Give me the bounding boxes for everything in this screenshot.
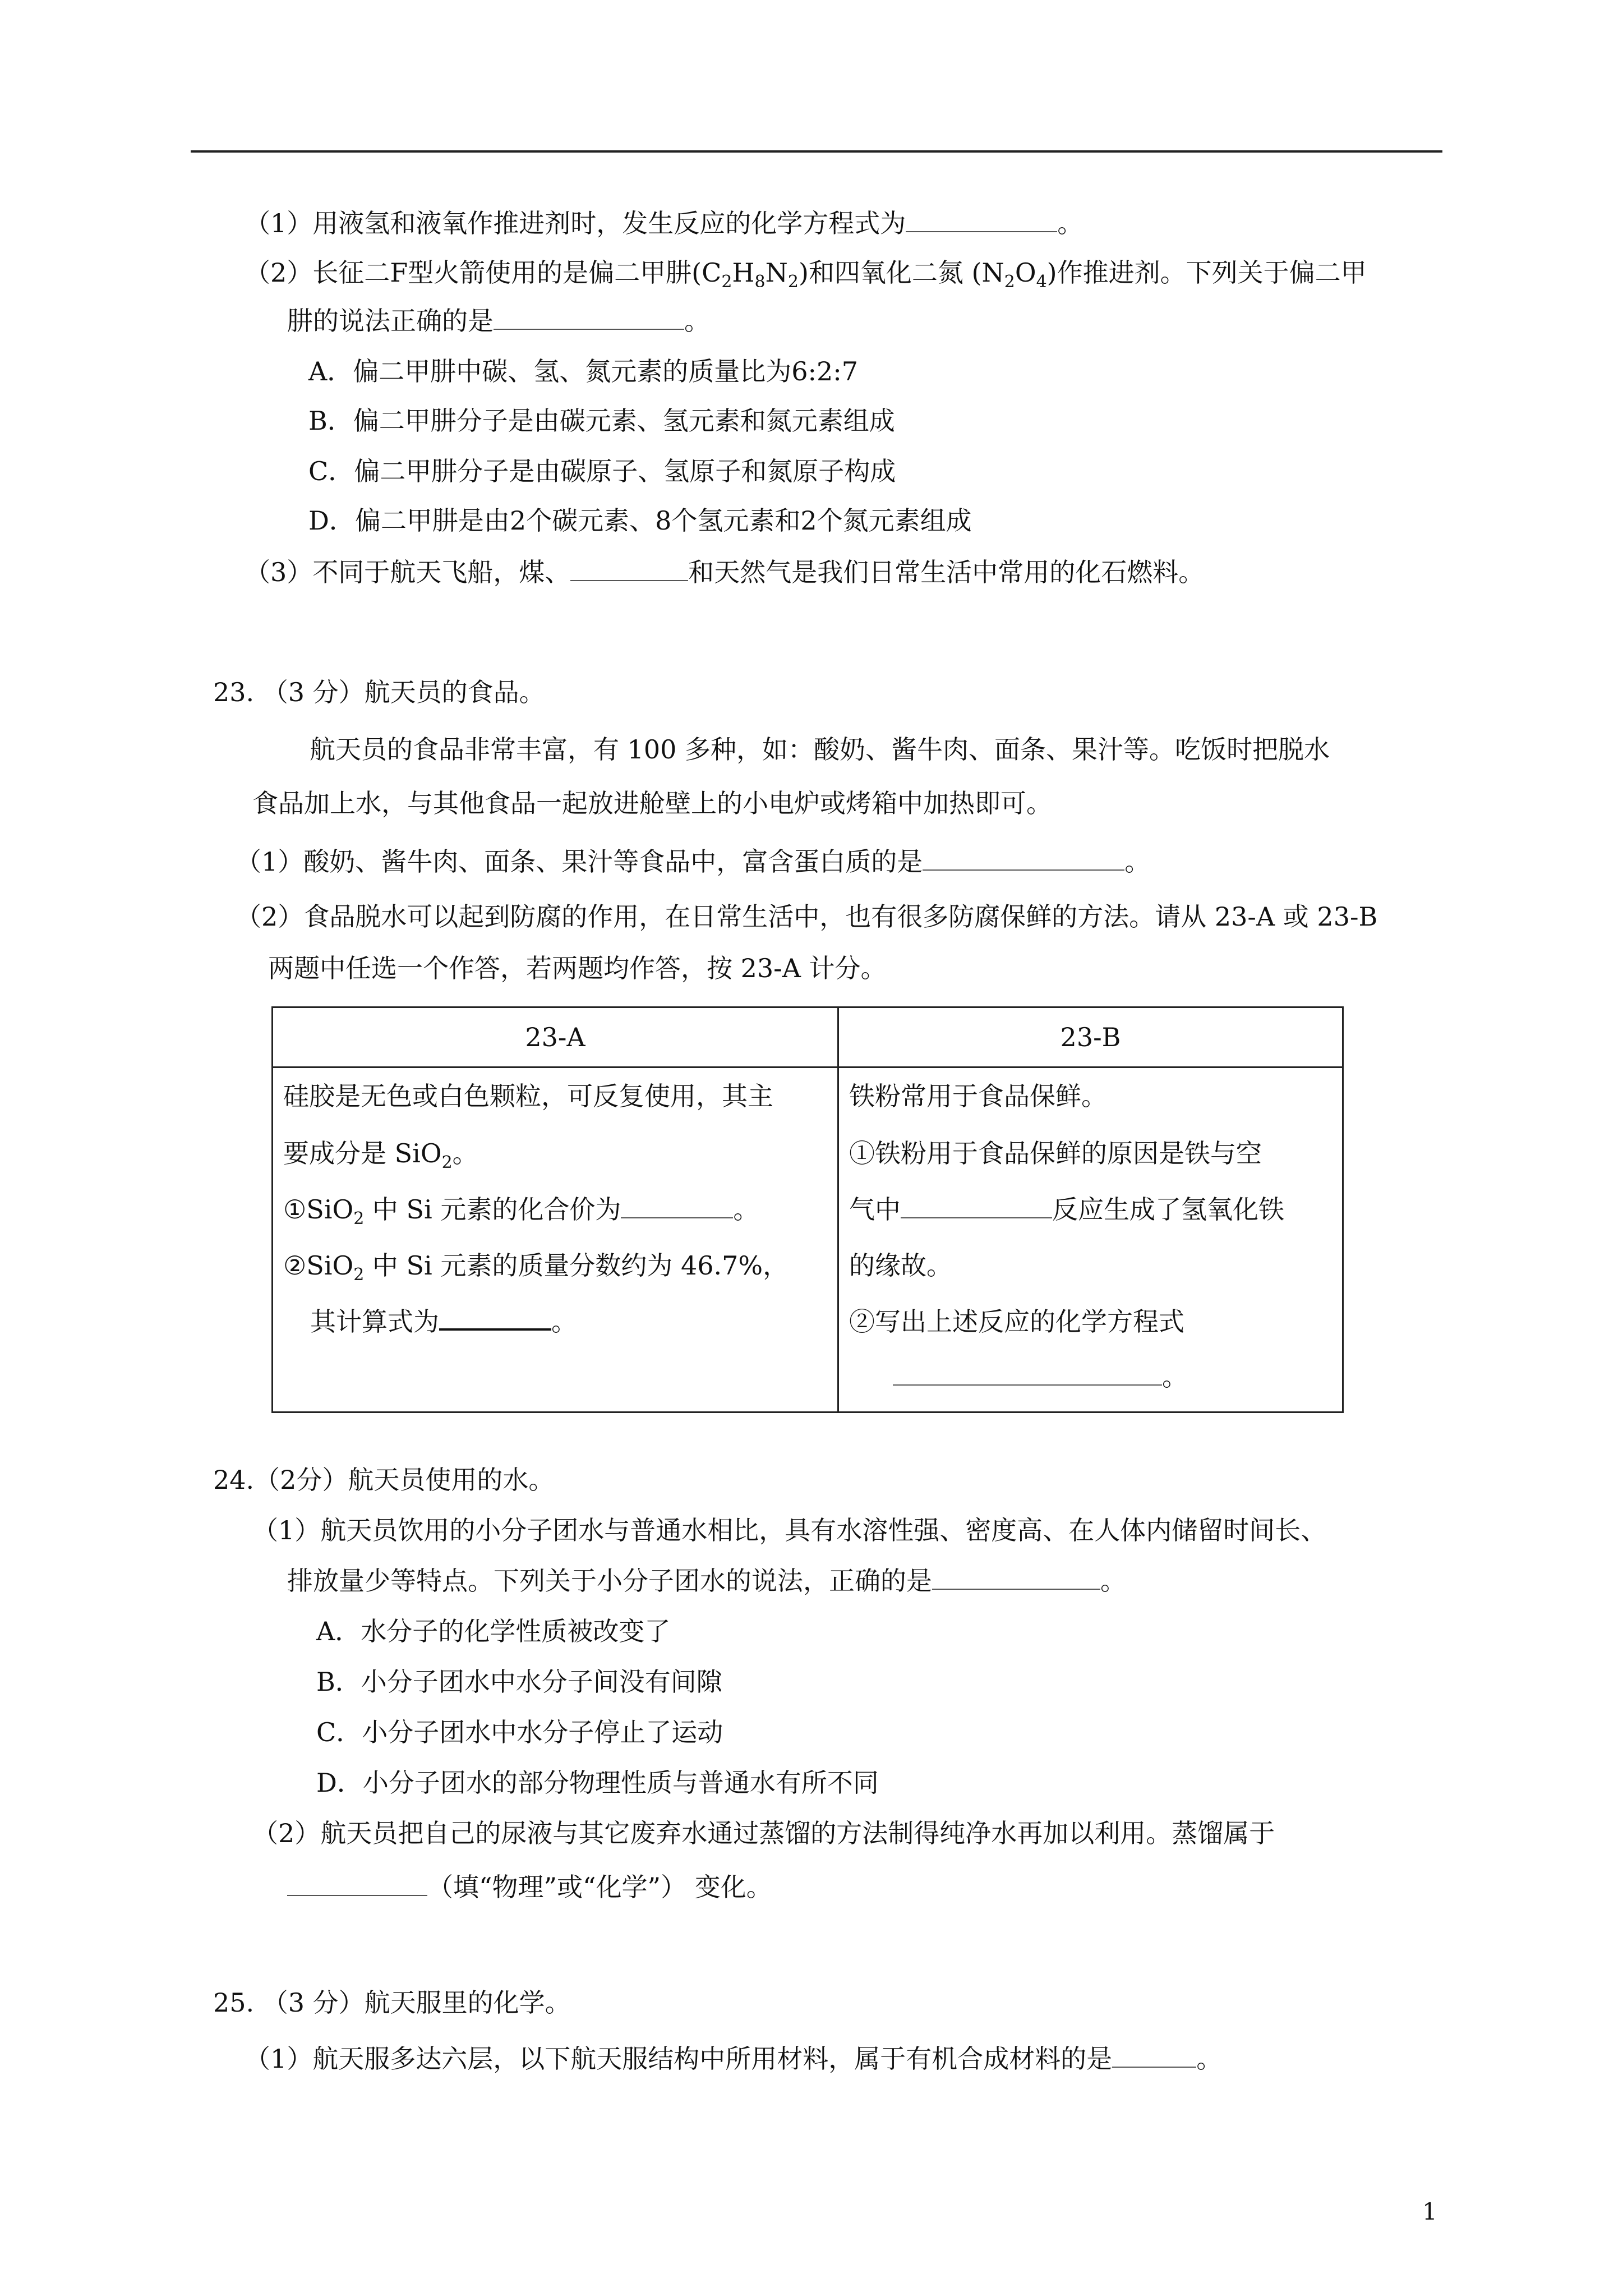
q24-title: 24.（2分）航天员使用的水。: [213, 1465, 555, 1495]
q23-intro-line1: 航天员的食品非常丰富，有 100 多种，如：酸奶、酱牛肉、面条、果汁等。吃饭时把脱水: [310, 734, 1330, 765]
q23-part2-line2: 两题中任选一个作答，若两题均作答，按 23-A 计分。: [268, 953, 887, 983]
q22-part2-line2: 肼的说法正确的是 。: [287, 306, 710, 336]
q22-part3: （3）不同于航天飞船，煤、 和天然气是我们日常生活中常用的化石燃料。: [245, 557, 1205, 587]
page-number: 1: [1422, 2198, 1437, 2225]
q24-part1-line2: 排放量少等特点。下列关于小分子团水的说法，正确的是 。: [287, 1566, 1126, 1596]
header-rule: [191, 150, 1442, 153]
cell-text: 其计算式为 。: [310, 1306, 577, 1337]
cell-text: 硅胶是无色或白色颗粒，可反复使用，其主: [283, 1081, 773, 1111]
q24-part1-line1: （1）航天员饮用的小分子团水与普通水相比，具有水溶性强、密度高、在人体内储留时间长、: [252, 1515, 1327, 1545]
answer-blank[interactable]: [932, 1566, 1100, 1590]
q24-option-d: D．小分子团水的部分物理性质与普通水有所不同: [316, 1768, 879, 1798]
q22-option-c: C．偏二甲肼分子是由碳原子、氢原子和氮原子构成: [308, 456, 896, 486]
table-cell-23b: [838, 1068, 1343, 1412]
q22-part1: （1）用液氢和液氧作推进剂时，发生反应的化学方程式为 。: [245, 208, 1083, 238]
q24-option-a: A．水分子的化学性质被改变了: [316, 1616, 671, 1646]
cell-text: ②SiO$_2$ 中 Si 元素的质量分数约为 46.7%，: [283, 1250, 789, 1285]
cell-text: ①SiO$_2$ 中 Si 元素的化合价为 。: [283, 1194, 759, 1228]
answer-blank[interactable]: [439, 1306, 551, 1331]
answer-blank[interactable]: [893, 1362, 1162, 1386]
table-header-23b: 23-B: [838, 1007, 1343, 1068]
q23-part2-line1: （2）食品脱水可以起到防腐的作用，在日常生活中，也有很多防腐保鲜的方法。请从 23-A 或 23-B: [236, 901, 1378, 932]
answer-blank[interactable]: [923, 847, 1124, 871]
q22-option-a: A．偏二甲肼中碳、氢、氮元素的质量比为6:2:7: [308, 356, 859, 386]
answer-blank[interactable]: [570, 558, 688, 581]
q22-option-d: D．偏二甲肼是由2个碳元素、8个氢元素和2个氮元素组成: [308, 505, 972, 536]
cell-text: 气中 反应生成了氢氧化铁: [849, 1194, 1284, 1225]
cell-text: 铁粉常用于食品保鲜。: [849, 1081, 1107, 1111]
answer-blank[interactable]: [1112, 2044, 1196, 2068]
q24-option-c: C．小分子团水中水分子停止了运动: [316, 1717, 723, 1747]
q25-title: 25. （3 分）航天服里的化学。: [213, 1987, 571, 2018]
cell-text: ②写出上述反应的化学方程式: [849, 1306, 1184, 1337]
answer-blank[interactable]: [901, 1195, 1052, 1218]
answer-blank[interactable]: [621, 1195, 733, 1218]
answer-blank[interactable]: [494, 306, 684, 330]
q22-option-b: B．偏二甲肼分子是由碳元素、氢元素和氮元素组成: [308, 406, 895, 436]
cell-text: 的缘故。: [849, 1250, 952, 1281]
q24-part2-line2: （填“物理”或“化学”） 变化。: [287, 1870, 772, 1904]
table-header-23a: 23-A: [273, 1007, 838, 1068]
table-cell-23a: [273, 1068, 838, 1412]
answer-blank[interactable]: [906, 209, 1057, 232]
q23-intro-line2: 食品加上水，与其他食品一起放进舱壁上的小电炉或烤箱中加热即可。: [252, 788, 1052, 818]
cell-text: 要成分是 SiO$_2$。: [283, 1138, 478, 1172]
q22-part2-line1: （2）长征二F型火箭使用的是偏二甲肼$(C_2H_8N_2)$和四氧化二氮 $(N_2O_4)$作推进剂。下列关于偏二甲: [245, 257, 1367, 292]
q25-part1: （1）航天服多达六层，以下航天服结构中所用材料，属于有机合成材料的是 。: [245, 2044, 1223, 2074]
cell-text: ①铁粉用于食品保鲜的原因是铁与空: [849, 1138, 1262, 1168]
cell-text: 。: [893, 1360, 1188, 1393]
choice-table: [271, 1006, 1344, 1413]
q24-option-b: B．小分子团水中水分子间没有间隙: [316, 1667, 722, 1697]
q23-part1: （1）酸奶、酱牛肉、面条、果汁等食品中，富含蛋白质的是 。: [236, 846, 1151, 877]
answer-blank[interactable]: [287, 1872, 427, 1896]
q23-title: 23. （3 分）航天员的食品。: [213, 677, 545, 707]
q24-part2-line1: （2）航天员把自己的尿液与其它废弃水通过蒸馏的方法制得纯净水再加以利用。蒸馏属于: [252, 1818, 1275, 1848]
